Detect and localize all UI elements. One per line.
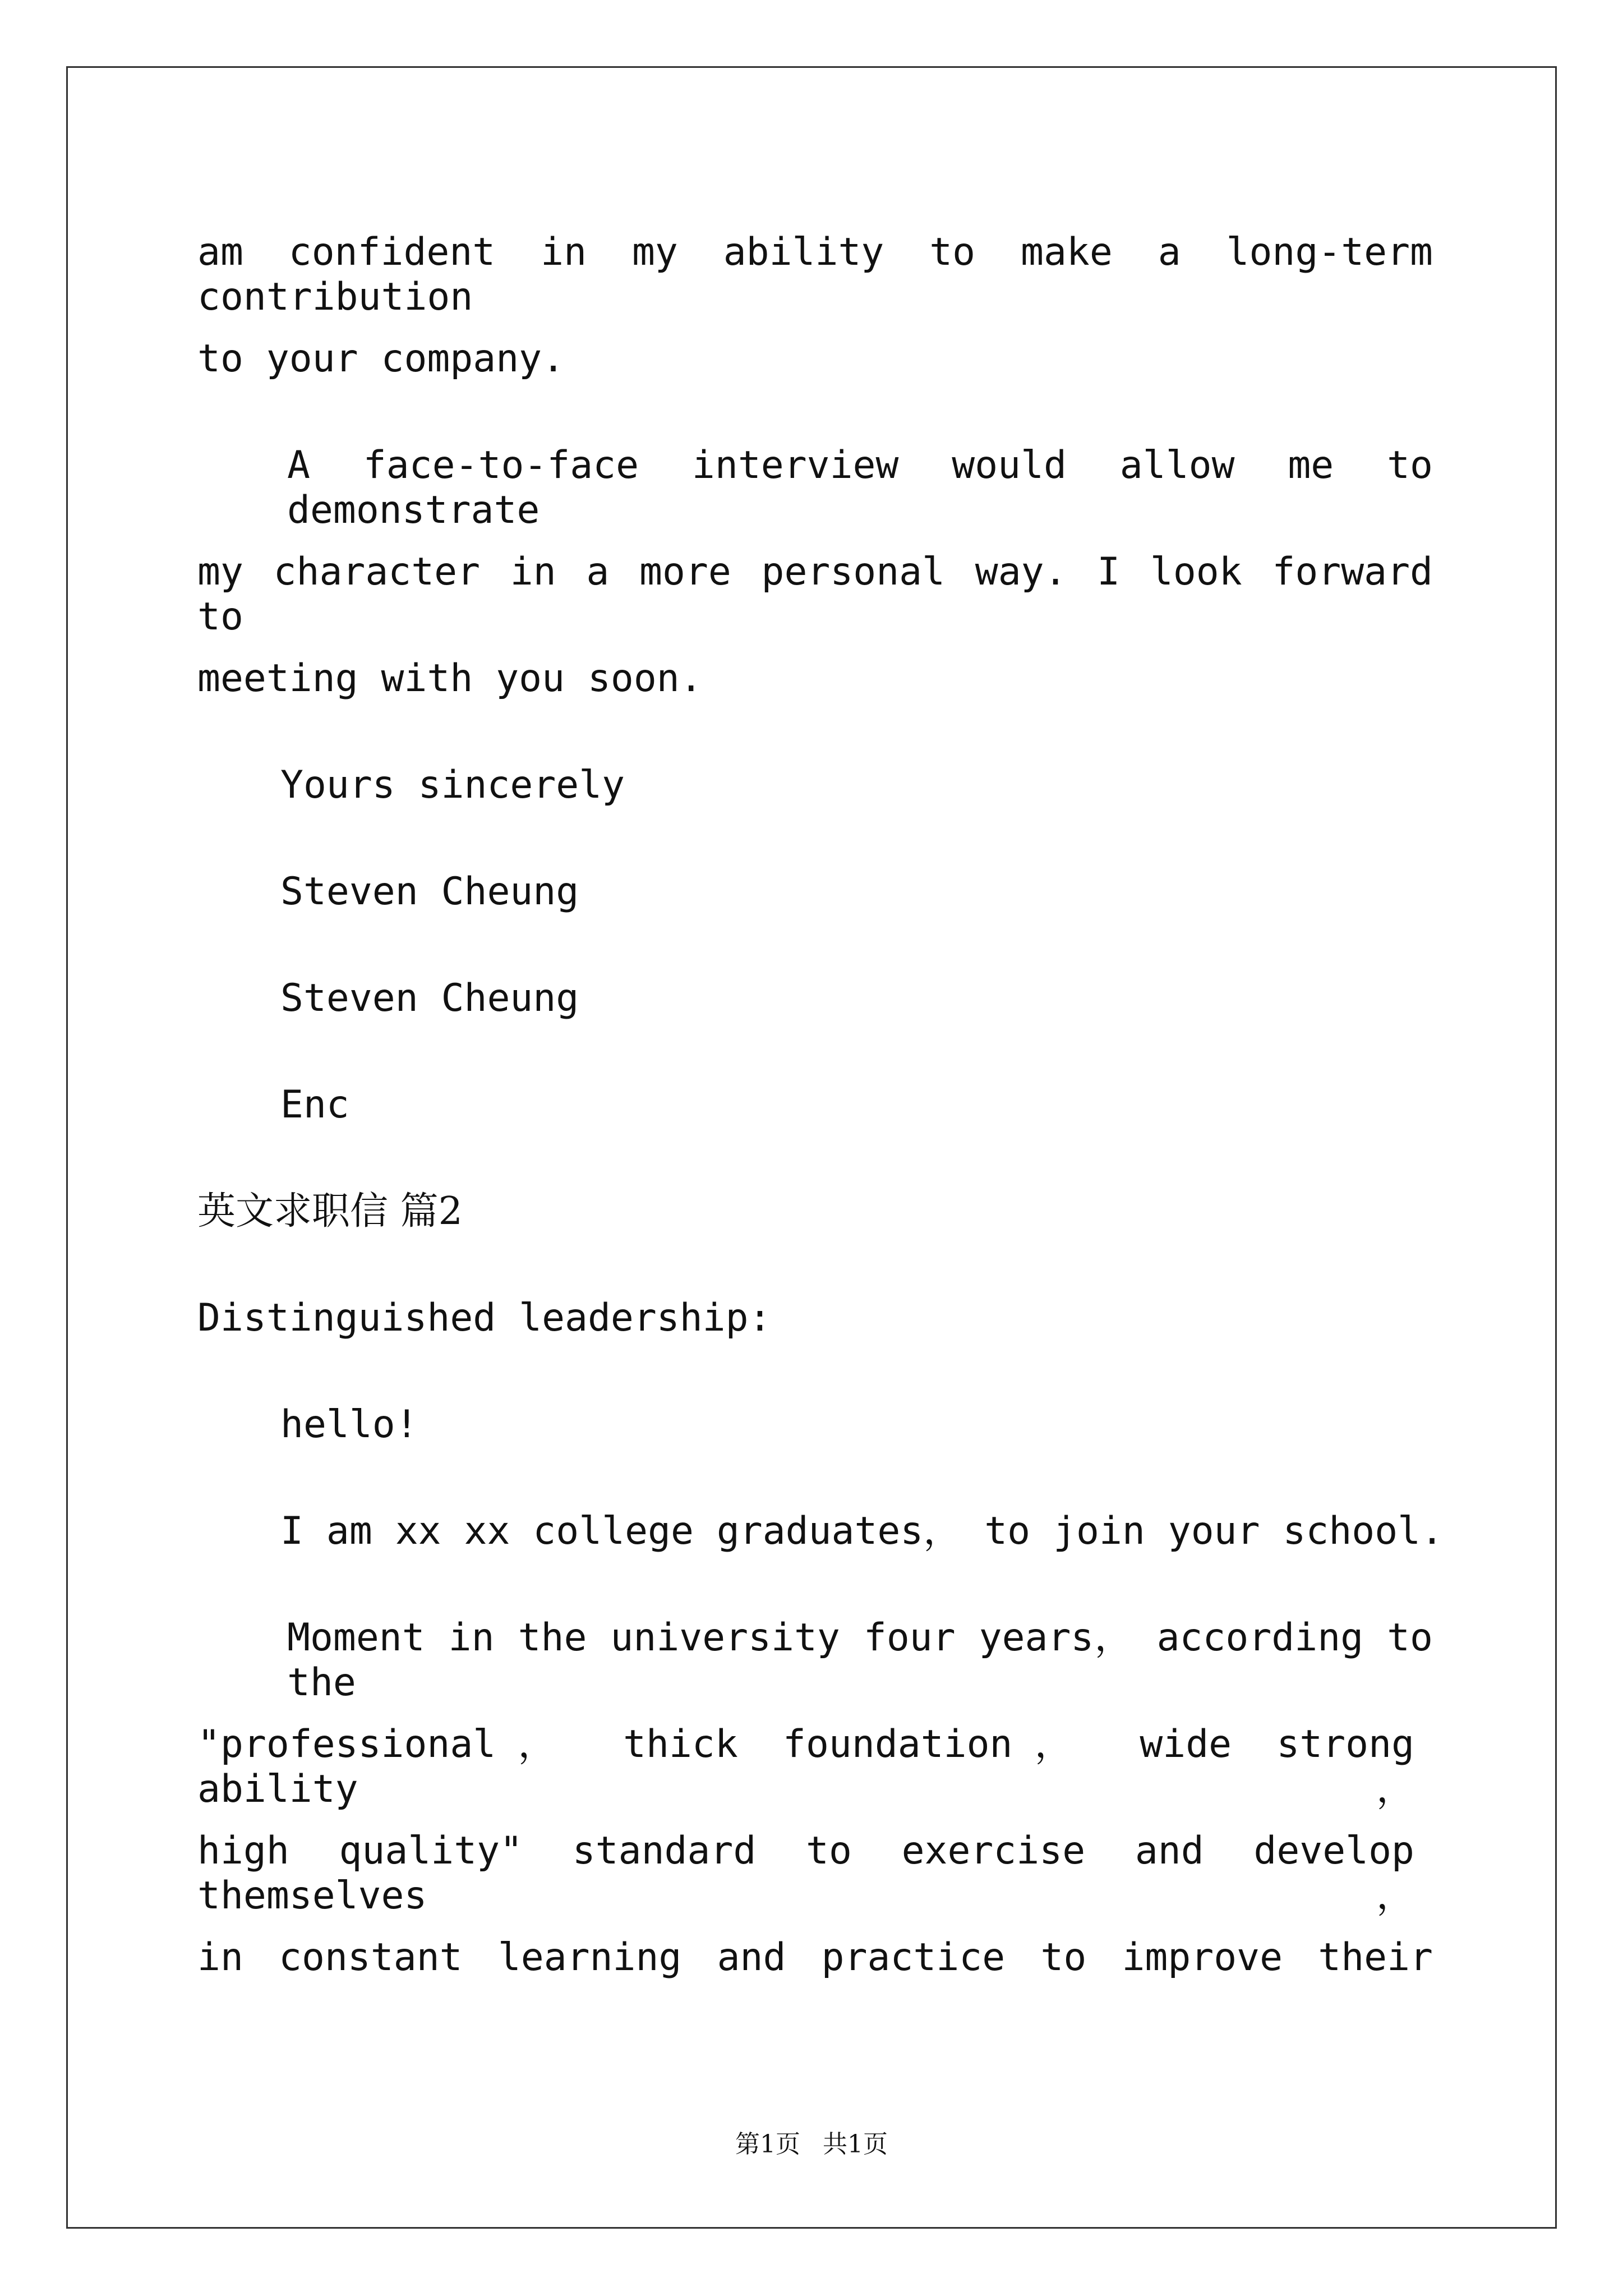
signature-name: Steven Cheung: [280, 869, 579, 914]
body-text-line: A face-to-face interview would allow me to demonstrate: [287, 443, 1433, 532]
signature-name: Steven Cheung: [280, 976, 579, 1020]
body-text-line: Moment in the university four years， according to the: [287, 1616, 1433, 1705]
body-text-line: high quality" standard to exercise and develop themselves，: [197, 1829, 1414, 1918]
page-footer: [0, 2129, 1623, 2160]
body-text-line: I am xx xx college graduates， to join your school.: [280, 1509, 1444, 1553]
salutation: Distinguished leadership:: [197, 1296, 772, 1340]
page-number-current: 第1页: [735, 2130, 800, 2159]
section-heading: 英文求职信 篇2: [197, 1189, 463, 1234]
body-text-line: in constant learning and practice to improve their: [197, 1935, 1433, 1980]
greeting: hello!: [280, 1402, 418, 1447]
body-text-line: to your company.: [197, 337, 565, 381]
closing-salutation: Yours sincerely: [280, 763, 625, 807]
body-text-line: "professional， thick foundation， wide strong ability，: [197, 1722, 1414, 1811]
body-text-line: am confident in my ability to make a long-term contribution: [197, 230, 1433, 319]
page-number-total: 共1页: [823, 2130, 888, 2159]
enclosure-note: Enc: [280, 1083, 349, 1127]
body-text-line: my character in a more personal way. I look forward to: [197, 550, 1433, 639]
body-text-line: meeting with you soon.: [197, 656, 703, 701]
